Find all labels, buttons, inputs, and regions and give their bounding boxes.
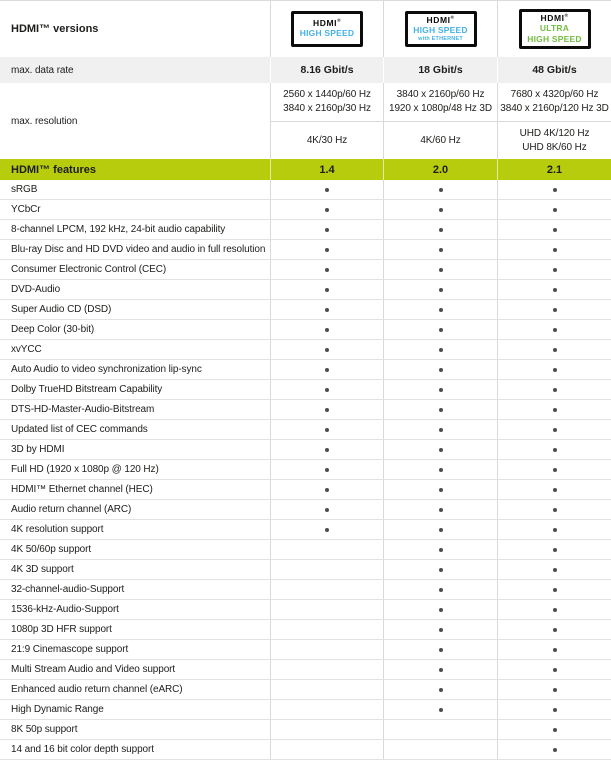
- feature-support-hdmi20: [383, 740, 497, 759]
- feature-support-hdmi21: [497, 340, 611, 359]
- badge-line: HIGH SPEED: [527, 33, 582, 44]
- support-dot: [553, 648, 557, 652]
- support-dot: [553, 708, 557, 712]
- feature-support-hdmi21: [497, 380, 611, 399]
- support-dot: [553, 188, 557, 192]
- support-dot: [553, 328, 557, 332]
- feature-support-hdmi20: [383, 500, 497, 519]
- feature-label: xvYCC: [11, 344, 42, 355]
- support-dot: [325, 428, 329, 432]
- feature-support-hdmi21: [497, 720, 611, 739]
- support-dot: [439, 528, 443, 532]
- feature-support-hdmi20: [383, 240, 497, 259]
- feature-support-hdmi20: [383, 580, 497, 599]
- feature-support-hdmi14: [270, 180, 383, 199]
- feature-support-hdmi21: [497, 600, 611, 619]
- feature-label: Multi Stream Audio and Video support: [11, 664, 176, 675]
- feature-label: Consumer Electronic Control (CEC): [11, 264, 167, 275]
- feature-row: [0, 480, 611, 500]
- support-dot: [439, 588, 443, 592]
- support-dot: [553, 528, 557, 532]
- feature-label: DVD-Audio: [11, 284, 61, 295]
- feature-support-hdmi20: [383, 340, 497, 359]
- support-dot: [553, 508, 557, 512]
- feature-row: [0, 500, 611, 520]
- support-dot: [439, 648, 443, 652]
- support-dot: [439, 248, 443, 252]
- feature-support-hdmi20: [383, 260, 497, 279]
- support-dot: [553, 668, 557, 672]
- feature-support-hdmi20: [383, 620, 497, 639]
- feature-row: [0, 660, 611, 680]
- feature-support-hdmi14: [270, 720, 383, 739]
- feature-support-hdmi20: [383, 680, 497, 699]
- hdmi-logo: HDMI®: [312, 18, 342, 29]
- feature-row: [0, 220, 611, 240]
- resolution-row: [0, 83, 611, 159]
- support-dot: [325, 308, 329, 312]
- feature-row: [0, 460, 611, 480]
- feature-label: 21:9 Cinemascope support: [11, 644, 129, 655]
- feature-label: Audio return channel (ARC): [11, 504, 132, 515]
- features-header-label: HDMI™ features: [11, 163, 96, 176]
- feature-support-hdmi21: [497, 320, 611, 339]
- feature-support-hdmi14: [270, 700, 383, 719]
- feature-row: [0, 520, 611, 540]
- feature-support-hdmi21: [497, 200, 611, 219]
- feature-label: High Dynamic Range: [11, 704, 104, 715]
- support-dot: [439, 548, 443, 552]
- feature-label: HDMI™ Ethernet channel (HEC): [11, 484, 153, 495]
- feature-support-hdmi20: [383, 320, 497, 339]
- support-dot: [325, 488, 329, 492]
- feature-support-hdmi21: [497, 440, 611, 459]
- support-dot: [553, 728, 557, 732]
- versions-header-label: HDMI™ versions: [11, 23, 99, 35]
- feature-label: 4K 3D support: [11, 564, 74, 575]
- hdmi-ultra-high-speed-badge: [519, 9, 591, 50]
- support-dot: [439, 448, 443, 452]
- feature-label: Super Audio CD (DSD): [11, 304, 112, 315]
- data-rate-hdmi21: 48 Gbit/s: [497, 57, 611, 83]
- feature-row: [0, 300, 611, 320]
- support-dot: [325, 448, 329, 452]
- support-dot: [325, 528, 329, 532]
- badge-line: HIGH SPEED: [413, 25, 468, 36]
- feature-support-hdmi14: [270, 520, 383, 539]
- feature-label: Full HD (1920 x 1080p @ 120 Hz): [11, 464, 159, 475]
- feature-row: [0, 420, 611, 440]
- feature-label: 32-channel-audio-Support: [11, 584, 125, 595]
- support-dot: [553, 488, 557, 492]
- feature-support-hdmi20: [383, 660, 497, 679]
- resolution-primary-hdmi21: 7680 x 4320p/60 Hz 3840 x 2160p/120 Hz 3D: [497, 83, 611, 121]
- feature-label: 4K resolution support: [11, 524, 104, 535]
- support-dot: [325, 348, 329, 352]
- support-dot: [439, 608, 443, 612]
- versions-header-cell-hdmi14: [270, 1, 383, 57]
- support-dot: [439, 628, 443, 632]
- feature-row: [0, 540, 611, 560]
- feature-support-hdmi14: [270, 460, 383, 479]
- feature-support-hdmi14: [270, 380, 383, 399]
- feature-support-hdmi20: [383, 460, 497, 479]
- feature-row: [0, 620, 611, 640]
- support-dot: [553, 468, 557, 472]
- feature-support-hdmi21: [497, 180, 611, 199]
- feature-row: [0, 440, 611, 460]
- feature-row: [0, 560, 611, 580]
- feature-support-hdmi20: [383, 420, 497, 439]
- feature-support-hdmi14: [270, 400, 383, 419]
- feature-support-hdmi21: [497, 280, 611, 299]
- features-version-hdmi21: 2.1: [497, 159, 611, 180]
- feature-row: [0, 320, 611, 340]
- feature-row: [0, 700, 611, 720]
- feature-support-hdmi14: [270, 740, 383, 759]
- support-dot: [553, 688, 557, 692]
- support-dot: [553, 228, 557, 232]
- support-dot: [439, 488, 443, 492]
- support-dot: [439, 388, 443, 392]
- feature-row: [0, 200, 611, 220]
- support-dot: [553, 388, 557, 392]
- feature-support-hdmi21: [497, 500, 611, 519]
- hdmi-logo: HDMI®: [426, 14, 455, 25]
- support-dot: [553, 308, 557, 312]
- feature-support-hdmi14: [270, 300, 383, 319]
- resolution-secondary-hdmi21: UHD 4K/120 Hz UHD 8K/60 Hz: [497, 121, 611, 159]
- support-dot: [439, 688, 443, 692]
- support-dot: [553, 548, 557, 552]
- feature-label: Dolby TrueHD Bitstream Capability: [11, 384, 163, 395]
- feature-label: sRGB: [11, 184, 38, 195]
- resolution-primary-hdmi14: 2560 x 1440p/60 Hz 3840 x 2160p/30 Hz: [270, 83, 383, 121]
- feature-label: Updated list of CEC commands: [11, 424, 148, 435]
- feature-support-hdmi20: [383, 280, 497, 299]
- feature-support-hdmi21: [497, 540, 611, 559]
- feature-support-hdmi21: [497, 360, 611, 379]
- feature-support-hdmi20: [383, 180, 497, 199]
- data-rate-label: max. data rate: [11, 64, 74, 76]
- features-version-hdmi20: 2.0: [383, 159, 497, 180]
- feature-row: [0, 640, 611, 660]
- feature-support-hdmi21: [497, 300, 611, 319]
- feature-support-hdmi20: [383, 480, 497, 499]
- feature-row: [0, 400, 611, 420]
- feature-label: YCbCr: [11, 204, 41, 215]
- feature-label: Auto Audio to video synchronization lip-sync: [11, 364, 202, 375]
- feature-support-hdmi20: [383, 540, 497, 559]
- support-dot: [325, 248, 329, 252]
- feature-support-hdmi21: [497, 260, 611, 279]
- feature-support-hdmi14: [270, 340, 383, 359]
- feature-support-hdmi14: [270, 620, 383, 639]
- support-dot: [553, 368, 557, 372]
- feature-row: [0, 720, 611, 740]
- feature-support-hdmi21: [497, 240, 611, 259]
- feature-support-hdmi14: [270, 420, 383, 439]
- feature-support-hdmi14: [270, 660, 383, 679]
- feature-support-hdmi14: [270, 580, 383, 599]
- support-dot: [325, 288, 329, 292]
- support-dot: [325, 408, 329, 412]
- support-dot: [439, 228, 443, 232]
- resolution-primary-hdmi20: 3840 x 2160p/60 Hz 1920 x 1080p/48 Hz 3D: [383, 83, 497, 121]
- support-dot: [325, 508, 329, 512]
- feature-support-hdmi21: [497, 660, 611, 679]
- feature-support-hdmi20: [383, 220, 497, 239]
- feature-support-hdmi21: [497, 520, 611, 539]
- feature-support-hdmi14: [270, 220, 383, 239]
- badge-line: ULTRA: [539, 23, 570, 34]
- support-dot: [439, 368, 443, 372]
- resolution-label: max. resolution: [11, 115, 78, 127]
- feature-support-hdmi14: [270, 500, 383, 519]
- feature-row: [0, 180, 611, 200]
- feature-row: [0, 340, 611, 360]
- badge-line: HIGH SPEED: [299, 28, 355, 39]
- feature-support-hdmi21: [497, 640, 611, 659]
- versions-header-cell-hdmi21: [497, 1, 611, 57]
- support-dot: [553, 268, 557, 272]
- feature-label: 1536-kHz-Audio-Support: [11, 604, 119, 615]
- support-dot: [439, 468, 443, 472]
- feature-row: [0, 360, 611, 380]
- feature-label: 3D by HDMI: [11, 444, 65, 455]
- feature-label: DTS-HD-Master-Audio-Bitstream: [11, 404, 155, 415]
- feature-row: [0, 240, 611, 260]
- feature-row: [0, 740, 611, 760]
- support-dot: [439, 188, 443, 192]
- feature-support-hdmi20: [383, 440, 497, 459]
- support-dot: [439, 708, 443, 712]
- feature-support-hdmi21: [497, 220, 611, 239]
- features-header-row: [0, 159, 611, 180]
- feature-support-hdmi20: [383, 200, 497, 219]
- support-dot: [553, 288, 557, 292]
- feature-support-hdmi20: [383, 600, 497, 619]
- feature-row: [0, 580, 611, 600]
- feature-support-hdmi20: [383, 640, 497, 659]
- feature-label: Deep Color (30-bit): [11, 324, 95, 335]
- feature-support-hdmi14: [270, 200, 383, 219]
- feature-support-hdmi21: [497, 420, 611, 439]
- support-dot: [553, 588, 557, 592]
- feature-support-hdmi21: [497, 740, 611, 759]
- badge-subline: with ETHERNET: [418, 35, 463, 42]
- feature-label: Blu-ray Disc and HD DVD video and audio in full resolution: [11, 244, 266, 255]
- support-dot: [325, 268, 329, 272]
- support-dot: [439, 208, 443, 212]
- feature-label: 1080p 3D HFR support: [11, 624, 112, 635]
- feature-support-hdmi14: [270, 560, 383, 579]
- feature-support-hdmi14: [270, 260, 383, 279]
- feature-label: Enhanced audio return channel (eARC): [11, 684, 183, 695]
- support-dot: [325, 468, 329, 472]
- support-dot: [553, 408, 557, 412]
- support-dot: [439, 568, 443, 572]
- feature-row: [0, 600, 611, 620]
- feature-support-hdmi21: [497, 400, 611, 419]
- feature-support-hdmi20: [383, 380, 497, 399]
- feature-support-hdmi14: [270, 440, 383, 459]
- feature-label: 14 and 16 bit color depth support: [11, 744, 154, 755]
- support-dot: [553, 248, 557, 252]
- feature-support-hdmi20: [383, 720, 497, 739]
- support-dot: [553, 448, 557, 452]
- support-dot: [553, 568, 557, 572]
- hdmi-high-speed-ethernet-badge: [405, 11, 477, 48]
- feature-support-hdmi14: [270, 240, 383, 259]
- support-dot: [439, 308, 443, 312]
- feature-label: 4K 50/60p support: [11, 544, 92, 555]
- versions-header-cell-hdmi20: [383, 1, 497, 57]
- feature-support-hdmi21: [497, 480, 611, 499]
- resolution-secondary-hdmi20: 4K/60 Hz: [383, 121, 497, 159]
- data-rate-hdmi20: 18 Gbit/s: [383, 57, 497, 83]
- support-dot: [439, 288, 443, 292]
- support-dot: [439, 348, 443, 352]
- feature-support-hdmi14: [270, 360, 383, 379]
- feature-support-hdmi20: [383, 700, 497, 719]
- support-dot: [325, 188, 329, 192]
- feature-support-hdmi14: [270, 600, 383, 619]
- data-rate-hdmi14: 8.16 Gbit/s: [270, 57, 383, 83]
- feature-support-hdmi21: [497, 560, 611, 579]
- features-version-hdmi14: 1.4: [270, 159, 383, 180]
- feature-support-hdmi20: [383, 520, 497, 539]
- feature-support-hdmi14: [270, 640, 383, 659]
- feature-rows: [0, 180, 611, 760]
- resolution-secondary-hdmi14: 4K/30 Hz: [270, 121, 383, 159]
- hdmi-high-speed-badge: [291, 11, 363, 47]
- feature-support-hdmi20: [383, 300, 497, 319]
- feature-support-hdmi21: [497, 460, 611, 479]
- hdmi-logo: HDMI®: [540, 12, 569, 23]
- feature-row: [0, 260, 611, 280]
- feature-row: [0, 280, 611, 300]
- feature-support-hdmi14: [270, 540, 383, 559]
- feature-support-hdmi20: [383, 360, 497, 379]
- feature-support-hdmi14: [270, 680, 383, 699]
- feature-support-hdmi21: [497, 580, 611, 599]
- support-dot: [325, 328, 329, 332]
- support-dot: [325, 228, 329, 232]
- support-dot: [553, 608, 557, 612]
- support-dot: [553, 428, 557, 432]
- feature-support-hdmi20: [383, 400, 497, 419]
- support-dot: [325, 208, 329, 212]
- support-dot: [439, 668, 443, 672]
- feature-support-hdmi20: [383, 560, 497, 579]
- support-dot: [553, 628, 557, 632]
- feature-support-hdmi14: [270, 320, 383, 339]
- feature-support-hdmi14: [270, 480, 383, 499]
- support-dot: [553, 348, 557, 352]
- feature-support-hdmi21: [497, 680, 611, 699]
- support-dot: [553, 208, 557, 212]
- feature-label: 8K 50p support: [11, 724, 78, 735]
- support-dot: [439, 408, 443, 412]
- feature-support-hdmi21: [497, 700, 611, 719]
- feature-row: [0, 680, 611, 700]
- versions-header-row: [0, 1, 611, 57]
- support-dot: [439, 328, 443, 332]
- support-dot: [325, 368, 329, 372]
- feature-row: [0, 380, 611, 400]
- support-dot: [439, 428, 443, 432]
- support-dot: [439, 508, 443, 512]
- feature-support-hdmi21: [497, 620, 611, 639]
- feature-label: 8-channel LPCM, 192 kHz, 24-bit audio capability: [11, 224, 226, 235]
- feature-support-hdmi14: [270, 280, 383, 299]
- support-dot: [439, 268, 443, 272]
- data-rate-row: [0, 57, 611, 83]
- support-dot: [325, 388, 329, 392]
- support-dot: [553, 748, 557, 752]
